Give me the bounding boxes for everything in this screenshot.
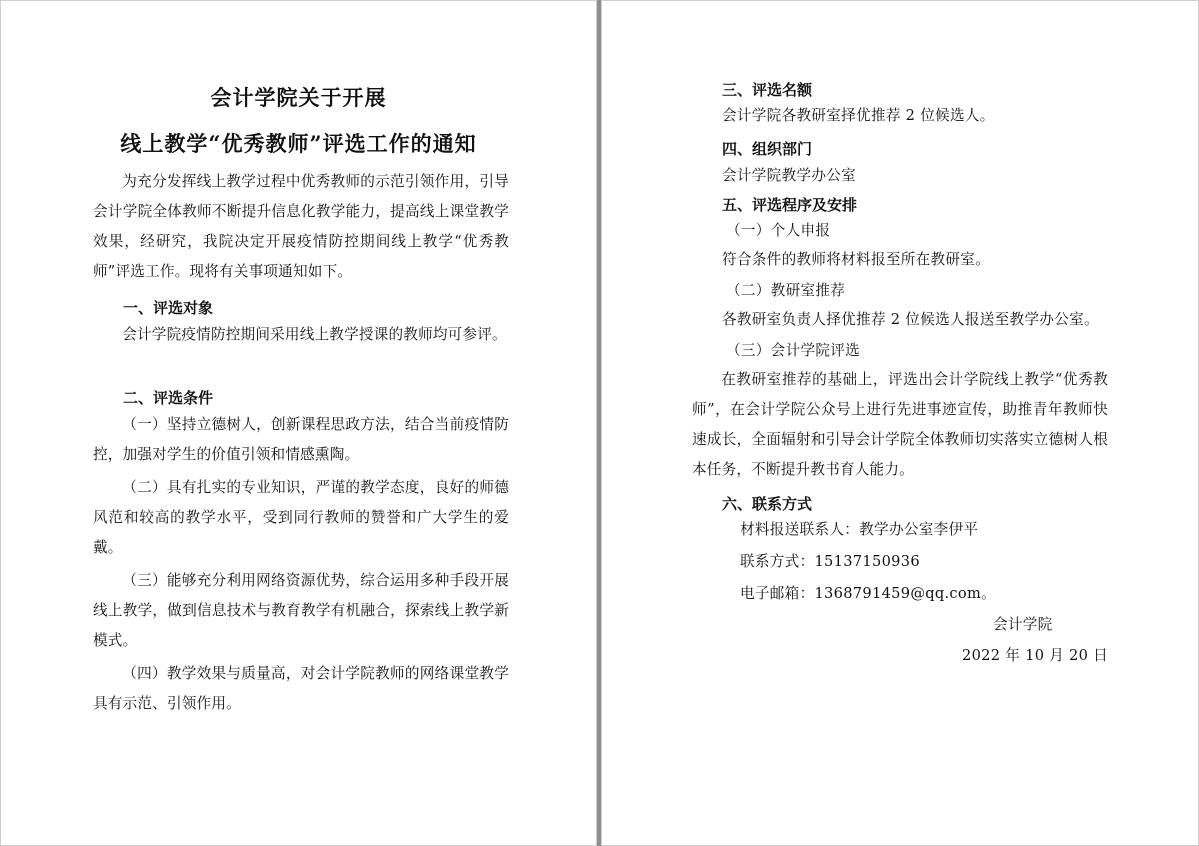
section5-heading: 五、评选程序及安排 <box>722 196 858 214</box>
section2-item-4: （四）教学效果与质量高，对会计学院教师的网络课堂教学具有示范、引领作用。 <box>93 665 509 712</box>
signature-date: 2022 年 10 月 20 日 <box>962 647 1109 664</box>
contact-person: 材料报送联系人：教学办公室李伊平 <box>740 521 979 538</box>
section2-item-3: （三）能够充分利用网络资源优势，综合运用多种手段开展线上教学，做到信息技术与教育教学有机融合，探索线上教学新模式。 <box>93 572 509 649</box>
section5-sub3-body: 在教研室推荐的基础上，评选出会计学院线上教学“优秀教师”，在会计学院公众号上进行先进事迹宣传，助推青年教师快速成长，全面辐射和引导会计学院全体教师切实落实立德树人根本任务，不断提升教书育人能力。 <box>692 371 1108 478</box>
intro-paragraph: 为充分发挥线上教学过程中优秀教师的示范引领作用，引导会计学院全体教师不断提升信息化教学能力，提高线上课堂教学效果，经研究，我院决定开展疫情防控期间线上教学“优秀教师”评选工作。现将有关事项通知如下。 <box>93 173 509 280</box>
section2-item-1: （一）坚持立德树人，创新课程思政方法，结合当前疫情防控，加强对学生的价值引领和情感熏陶。 <box>93 416 509 463</box>
section4-body: 会计学院教学办公室 <box>722 167 857 184</box>
section5-sub2-title: （二）教研室推荐 <box>726 282 846 299</box>
section2-item-2: （二）具有扎实的专业知识，严谨的教学态度，良好的师德风范和较高的教学水平，受到同行教师的赞誉和广大学生的爱戴。 <box>93 479 509 556</box>
contact-email: 电子邮箱：1368791459@qq.com。 <box>740 585 997 602</box>
document-title-line2: 线上教学“优秀教师”评选工作的通知 <box>120 131 477 156</box>
section5-sub2-body: 各教研室负责人择优推荐 2 位候选人报送至教学办公室。 <box>722 311 1099 328</box>
section5-sub3-title: （三）会计学院评选 <box>726 342 861 359</box>
contact-phone: 联系方式：15137150936 <box>740 553 920 570</box>
section4-heading: 四、组织部门 <box>722 140 813 158</box>
document-title-line1: 会计学院关于开展 <box>210 85 387 110</box>
section1-heading: 一、评选对象 <box>123 299 214 317</box>
signature-org: 会计学院 <box>993 616 1053 633</box>
section1-body: 会计学院疫情防控期间采用线上教学授课的教师均可参评。 <box>122 326 507 343</box>
section3-body: 会计学院各教研室择优推荐 2 位候选人。 <box>722 107 995 124</box>
section3-heading: 三、评选名额 <box>722 81 813 99</box>
section5-sub1-title: （一）个人申报 <box>726 222 831 239</box>
section2-heading: 二、评选条件 <box>123 389 214 407</box>
section6-heading: 六、联系方式 <box>722 495 813 513</box>
section5-sub1-body: 符合条件的教师将材料报至所在教研室。 <box>722 251 991 268</box>
